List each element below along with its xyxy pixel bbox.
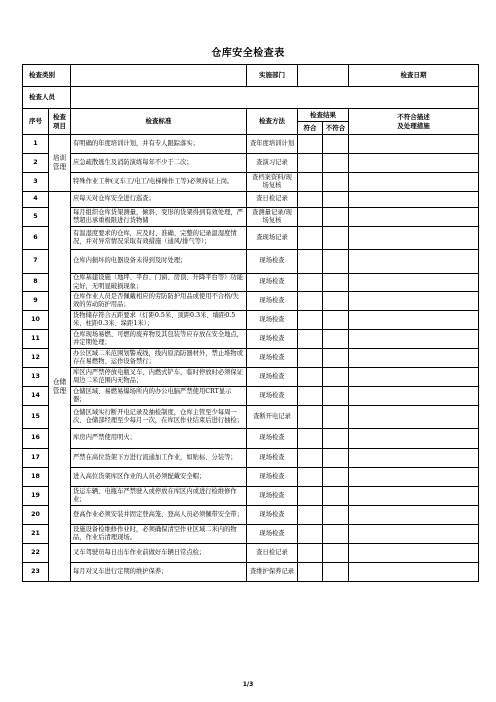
row-remark-cell[interactable] [349,311,479,330]
row-conform-cell[interactable] [298,429,323,449]
row-remark-cell[interactable] [349,173,479,192]
table-row [23,292,479,311]
row-number: 16 [23,429,49,449]
row-nonconform-cell[interactable] [323,563,349,582]
row-method: 现场检查 [247,387,298,406]
row-nonconform-cell[interactable] [323,525,349,544]
row-remark-cell[interactable] [349,506,479,525]
row-standard: 库区内严禁停放电瓶叉车、内燃式铲车，临时停放时必须保证周边二米范围内无物品； [71,368,247,387]
table-row [23,544,479,563]
row-standard: 库房内严禁使用明火； [71,429,247,449]
row-conform-cell[interactable] [298,250,323,274]
row-remark-cell[interactable] [349,563,479,582]
row-conform-cell[interactable] [298,173,323,192]
row-method: 查年度培训计划 [247,135,298,154]
row-nonconform-cell[interactable] [323,468,349,487]
table-row [23,429,479,449]
header-nonconform: 不符合 [323,122,349,135]
row-conform-cell[interactable] [298,330,323,349]
row-method: 现场检查 [247,292,298,311]
row-remark-cell[interactable] [349,525,479,544]
row-number: 17 [23,449,49,468]
row-conform-cell[interactable] [298,349,323,368]
category-label: 检查类别 [23,65,71,87]
table-row [23,563,479,582]
row-standard: 有温湿度要求的仓库，应及时、准确、完整的记录温湿度情况，并对异常情况采取有效措施（通风/排气等）； [71,227,247,250]
table-row [23,227,479,250]
row-standard: 设施设备检维修作业时，必须确保清空作业区域二米内的物品，作业后清理现场。 [71,525,247,544]
row-method: 查测量记录/现场复核 [247,208,298,227]
row-standard: 有明确的年度培训计划，并有专人跟踪落实； [71,135,247,154]
row-method: 查日检记录 [247,192,298,208]
table-row [23,506,479,525]
inspector-value[interactable] [71,87,479,109]
row-remark-cell[interactable] [349,468,479,487]
table-row [23,173,479,192]
row-number: 13 [23,368,49,387]
row-number: 12 [23,349,49,368]
row-method: 现场检查 [247,506,298,525]
group-training: 培训 管理 [49,135,71,192]
row-conform-cell[interactable] [298,274,323,292]
row-nonconform-cell[interactable] [323,154,349,173]
row-standard: 登高作业必须安装并固定登高笼、登高人员必须佩带安全带； [71,506,247,525]
row-nonconform-cell[interactable] [323,227,349,250]
row-number: 15 [23,406,49,429]
table-row [23,487,479,506]
row-number: 6 [23,227,49,250]
row-remark-cell[interactable] [349,429,479,449]
row-remark-cell[interactable] [349,208,479,227]
row-nonconform-cell[interactable] [323,387,349,406]
row-method: 现场检查 [247,368,298,387]
row-standard: 应急疏散逃生及消防演练每年不少于二次； [71,154,247,173]
row-remark-cell[interactable] [349,250,479,274]
row-number: 14 [23,387,49,406]
table-row [23,311,479,330]
row-number: 10 [23,311,49,330]
page-title: 仓库安全检查表 [211,48,285,59]
table-row [23,449,479,468]
row-nonconform-cell[interactable] [323,311,349,330]
table-row [23,192,479,208]
row-remark-cell[interactable] [349,544,479,563]
row-remark-cell[interactable] [349,154,479,173]
table-row [23,368,479,387]
row-remark-cell[interactable] [349,387,479,406]
row-conform-cell[interactable] [298,154,323,173]
row-method: 现场检查 [247,274,298,292]
row-conform-cell[interactable] [298,468,323,487]
row-remark-cell[interactable] [349,406,479,429]
row-conform-cell[interactable] [298,192,323,208]
row-nonconform-cell[interactable] [323,208,349,227]
row-nonconform-cell[interactable] [323,506,349,525]
row-nonconform-cell[interactable] [323,487,349,506]
row-conform-cell[interactable] [298,368,323,387]
row-standard: 仓库现场易燃、可燃的废弃物及其包装等应存放在安全地点，并定期处理； [71,330,247,349]
row-method: 查日检记录 [247,544,298,563]
inspector-row [23,87,479,109]
row-standard: 应每天对仓库安全进行巡查； [71,192,247,208]
table-row [23,468,479,487]
row-number: 7 [23,250,49,274]
row-conform-cell[interactable] [298,449,323,468]
row-conform-cell[interactable] [298,525,323,544]
table-row [23,208,479,227]
row-number: 5 [23,208,49,227]
row-method: 查演习记录 [247,154,298,173]
row-method: 查断开电记录 [247,406,298,429]
row-nonconform-cell[interactable] [323,406,349,429]
row-conform-cell[interactable] [298,208,323,227]
department-label: 实施部门 [247,65,298,87]
row-remark-cell[interactable] [349,330,479,349]
row-conform-cell[interactable] [298,227,323,250]
row-standard: 货物储存符合五距要求（灯距0.5米、顶距0.3米、墙距0.5米、柱距0.3米、垛距1米）； [71,311,247,330]
table-row [23,154,479,173]
page-number: 1/3 [242,681,254,688]
row-standard: 办公区域二米范围划警戒线，线内原消防器材外，禁止堆物或存在易燃物、运作设备禁行； [71,349,247,368]
row-method: 现场检查 [247,468,298,487]
row-method: 现场检查 [247,311,298,330]
row-conform-cell[interactable] [298,563,323,582]
header-item: 检查 项目 [49,109,71,135]
row-standard: 货运车辆、电瓶车严禁驶入或停放在库区内或进行检维修作业； [71,487,247,506]
row-remark-cell[interactable] [349,274,479,292]
row-conform-cell[interactable] [298,387,323,406]
row-nonconform-cell[interactable] [323,349,349,368]
row-standard: 进入高位货架库区作业的人员必须配戴安全帽； [71,468,247,487]
row-conform-cell[interactable] [298,292,323,311]
row-number: 9 [23,292,49,311]
row-conform-cell[interactable] [298,487,323,506]
table-row [23,274,479,292]
date-label: 检查日期 [349,65,479,87]
inspection-table [22,64,479,582]
header-row [23,109,479,122]
row-nonconform-cell[interactable] [323,429,349,449]
row-nonconform-cell[interactable] [323,135,349,154]
inspector-label: 检查人员 [23,87,71,109]
row-standard: 特殊作业工种(叉车工/电工/电梯操作工等)必须持证上岗。 [71,173,247,192]
row-number: 19 [23,487,49,506]
row-nonconform-cell[interactable] [323,544,349,563]
table-row [23,387,479,406]
row-standard: 叉车驾驶员每日出车作业前做好车辆日常点检； [71,544,247,563]
row-conform-cell[interactable] [298,135,323,154]
header-seq: 序号 [23,109,49,135]
row-standard: 仓库基建设施（地坪、平台、门窗、房顶、升降平台等）功能完好，无明显破损现象； [71,274,247,292]
row-method: 现场检查 [247,429,298,449]
table-row [23,330,479,349]
header-conform: 符合 [298,122,323,135]
row-conform-cell[interactable] [298,406,323,429]
row-nonconform-cell[interactable] [323,330,349,349]
row-method: 现场检查 [247,349,298,368]
row-standard: 每月对叉车进行定期的维护保养； [71,563,247,582]
row-nonconform-cell[interactable] [323,173,349,192]
row-conform-cell[interactable] [298,506,323,525]
row-method: 现场检查 [247,449,298,468]
row-method: 现场检查 [247,250,298,274]
row-nonconform-cell[interactable] [323,250,349,274]
table-row [23,135,479,154]
row-number: 18 [23,468,49,487]
row-standard: 仓储区域实行断开电记录及抽检制度，仓库主管至少每周一次、仓储部经理至少每月一次，在库区作业结束后进行抽检； [71,406,247,429]
row-number: 21 [23,525,49,544]
row-number: 23 [23,563,49,582]
row-method: 现场检查 [247,487,298,506]
row-remark-cell[interactable] [349,449,479,468]
table-row [23,250,479,274]
row-conform-cell[interactable] [298,544,323,563]
row-standard: 仓库作业人员是否佩戴相应的劳防防护用品或使用不合格/失效的劳动防护用品； [71,292,247,311]
row-remark-cell[interactable] [349,135,479,154]
group-warehouse: 仓储 管理 [49,192,71,582]
table-row [23,349,479,368]
header-method: 检查方法 [247,109,298,135]
row-remark-cell[interactable] [349,349,479,368]
row-standard: 仓储区域、易燃易爆场所内的办公电脑严禁使用CRT显示器； [71,387,247,406]
row-number: 2 [23,154,49,173]
row-remark-cell[interactable] [349,192,479,208]
row-standard: 严禁在高位货架下方进行流通加工作业，如贴标、分装等； [71,449,247,468]
header-remark: 不符合描述 及处理措施 [349,109,479,135]
header-result: 检查结果 [298,109,349,122]
row-nonconform-cell[interactable] [323,368,349,387]
info-row [23,65,479,87]
row-nonconform-cell[interactable] [323,274,349,292]
row-nonconform-cell[interactable] [323,192,349,208]
row-remark-cell[interactable] [349,368,479,387]
row-method: 查维护保养记录 [247,563,298,582]
row-number: 1 [23,135,49,154]
row-remark-cell[interactable] [349,487,479,506]
row-number: 3 [23,173,49,192]
row-conform-cell[interactable] [298,311,323,330]
row-standard: 每月组织仓库货架测量，倾斜、变形的货架得到有效处理，严禁超出承重极限进行货物储 [71,208,247,227]
row-number: 4 [23,192,49,208]
row-number: 8 [23,274,49,292]
row-nonconform-cell[interactable] [323,449,349,468]
row-number: 11 [23,330,49,349]
table-row [23,525,479,544]
department-value[interactable] [298,65,349,87]
row-method: 查档案资料/现场复核 [247,173,298,192]
row-method: 查现场记录 [247,227,298,250]
row-remark-cell[interactable] [349,292,479,311]
row-nonconform-cell[interactable] [323,292,349,311]
category-value[interactable] [71,65,247,87]
row-number: 20 [23,506,49,525]
row-method: 现场检查 [247,330,298,349]
row-standard: 仓库内损坏的电器设备未得到及时处理； [71,250,247,274]
row-number: 22 [23,544,49,563]
row-method: 现场检查 [247,525,298,544]
header-standard: 检查标准 [71,109,247,135]
row-remark-cell[interactable] [349,227,479,250]
table-row [23,406,479,429]
